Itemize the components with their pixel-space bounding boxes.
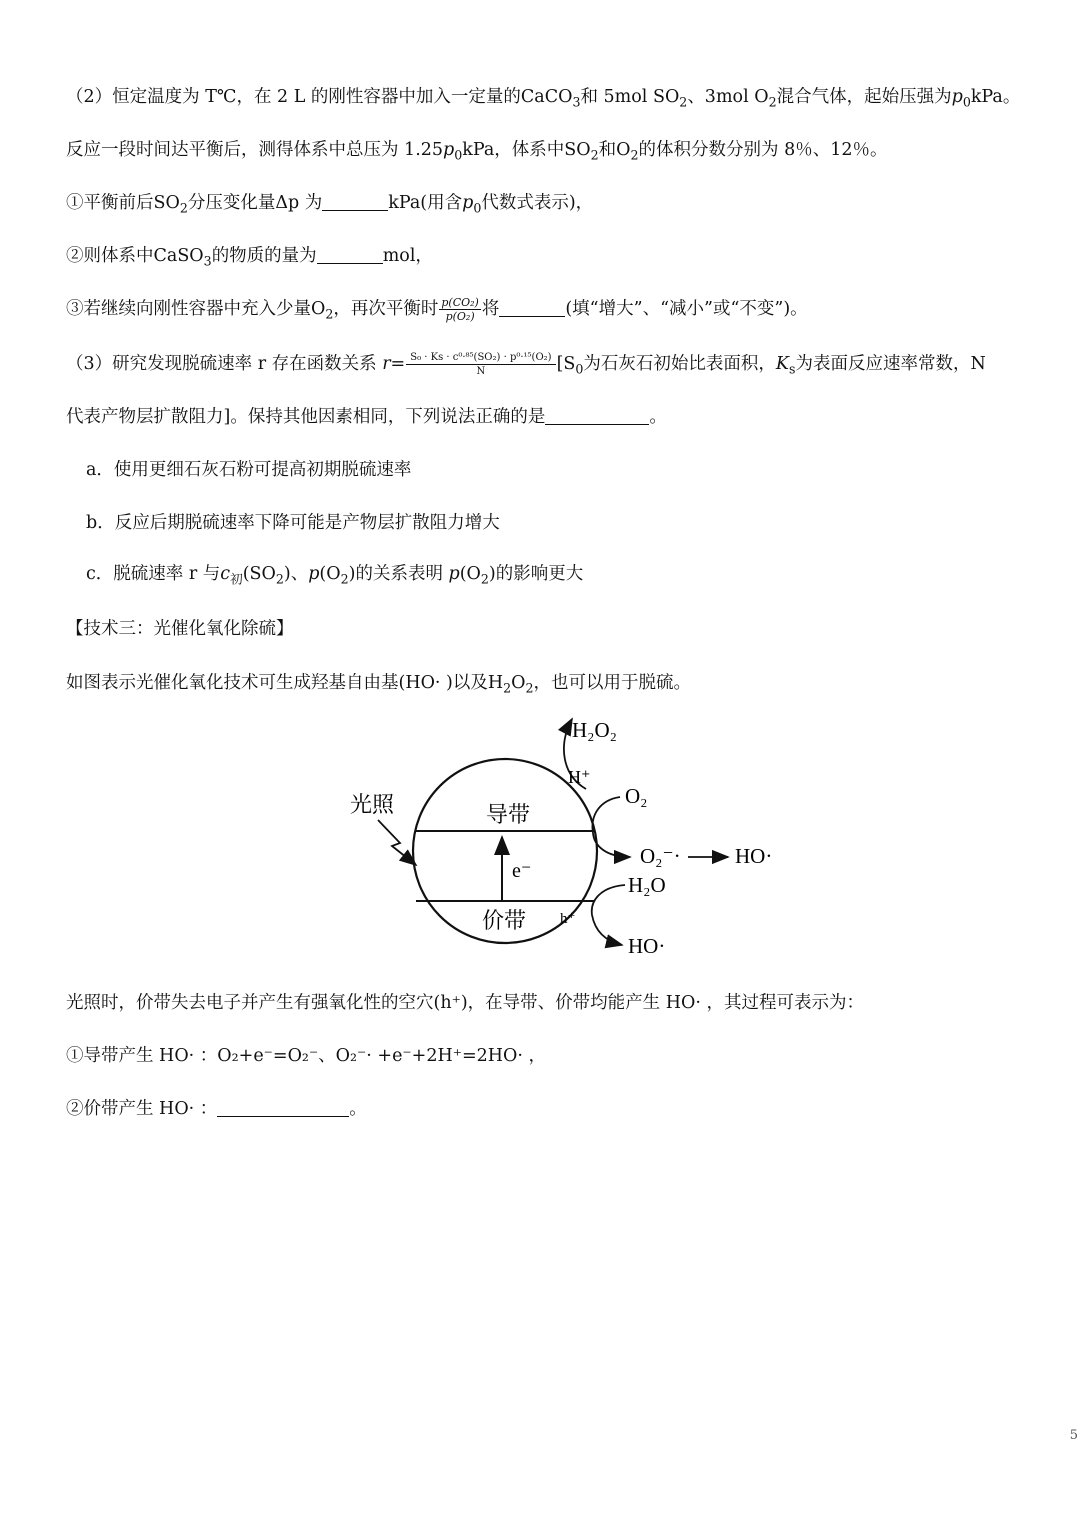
answer-blank-2[interactable]	[317, 246, 383, 265]
tech3-intro: 如图表示光催化氧化技术可生成羟基自由基(HO· )以及$H_2O_2$，也可以用于脱硫。	[66, 673, 692, 696]
q2-text: 混合气体，起始压强为	[776, 87, 952, 107]
hydroxyl-label-1: HO·	[735, 844, 773, 868]
q2-text: 的体积分数分别为 8％、12％。	[638, 140, 888, 160]
equation-text: O₂+e⁻=O₂⁻、O₂⁻· +e⁻+2H⁺=2HO· ，	[217, 1046, 546, 1066]
superoxide-label: O₂⁻·	[640, 844, 681, 868]
q3-text: 。	[649, 407, 667, 427]
item-text: ，再次平衡时	[333, 299, 439, 319]
equation-2	[66, 1096, 367, 1122]
item-text: ①平衡前后	[66, 193, 154, 213]
formula-so2: SO	[564, 140, 591, 160]
ratio-fraction	[439, 296, 480, 323]
q2-text: kPa，体系中	[462, 140, 565, 160]
item-text: 代数式表示)，	[481, 193, 594, 213]
light-label: 光照	[350, 792, 395, 817]
answer-blank-1[interactable]	[322, 193, 388, 212]
item-text: 的物质的量为	[211, 246, 317, 266]
intro-text: ，也可以用于脱硫。	[533, 673, 692, 693]
conduction-band-label: 导带	[486, 802, 531, 827]
item-text: (填“增大”、“减小”或“不变”)。	[565, 299, 808, 319]
q2-text: kPa。	[970, 87, 1021, 107]
q3-text: 代表产物层扩散阻力]。保持其他因素相同，下列说法正确的是	[66, 407, 546, 427]
option-b: b．反应后期脱硫速率下降可能是产物层扩散阻力增大	[86, 513, 500, 533]
equation-label: ②价带产生 HO· ：	[66, 1099, 218, 1119]
rate-equation	[406, 351, 555, 378]
photocatalysis-diagram	[300, 705, 800, 975]
light-zigzag-arrow	[378, 820, 416, 865]
item-text: ③若继续向刚性容器中充入少量O	[66, 299, 326, 319]
item-text: mol，	[382, 246, 433, 266]
q3-text: （3）研究发现脱硫速率 r 存在函数关系	[66, 354, 383, 374]
formula-caso3: CaSO	[153, 246, 204, 266]
equation-text: 。	[349, 1099, 367, 1119]
option-a: a．使用更细石灰石粉可提高初期脱硫速率	[86, 460, 412, 480]
q3-line-2	[66, 404, 667, 430]
explanation: 光照时，价带失去电子并产生有强氧化性的空穴(h⁺)，在导带、价带均能产生 HO· ，其过程可表示为：	[66, 993, 864, 1013]
rate-symbol: r=	[382, 354, 406, 374]
page-number: 5	[1069, 1428, 1078, 1443]
option-text: (O	[319, 564, 341, 584]
water-oxidation-arrow	[592, 885, 625, 945]
q2-text: 和 5mol SO	[580, 87, 680, 107]
intro-text: 如图表示光催化氧化技术可生成羟基自由基(HO· )以及H	[66, 673, 504, 693]
option-text: )、	[283, 564, 309, 584]
q2-item-3: ③若继续向刚性容器中充入少量$O_2$，再次平衡时 $\frac{\text{p(CO₂)}}{\text{p(O₂)}}$ 将 (填“增大”、“减小”或“不变”)。	[66, 296, 808, 323]
answer-blank-5[interactable]	[217, 1099, 349, 1118]
h2o2-label: H₂O₂	[572, 718, 617, 742]
symbol-ks: K	[775, 354, 789, 374]
q2-text: 和O	[598, 140, 631, 160]
symbol-p0: p	[443, 140, 455, 160]
answer-blank-3[interactable]	[499, 299, 565, 318]
item-text: kPa(用含	[388, 193, 463, 213]
q3-text: 为石灰石初始比表面积，	[583, 354, 776, 374]
hydroxyl-label-2: HO·	[628, 934, 666, 958]
symbol-p0: p	[951, 87, 963, 107]
formula-caco3: CaCO	[520, 87, 573, 107]
equation-1	[66, 1043, 546, 1069]
option-text: (SO	[242, 564, 276, 584]
q2-text: 反应一段时间达平衡后，测得体系中总压为 1.25	[66, 140, 444, 160]
q2-text: 、3mol O	[687, 87, 769, 107]
option-text: c．脱硫速率 r 与	[86, 564, 221, 584]
fraction-denominator: p(O₂)	[445, 310, 475, 323]
q2-text: （2）恒定温度为 T℃，在 2 L 的刚性容器中加入一定量的	[66, 87, 521, 107]
q3-text: 为表面反应速率常数，N	[795, 354, 986, 374]
option-text: )的影响更大	[488, 564, 584, 584]
rate-numerator: S₀ · Ks · c⁰·⁸⁵(SO₂) · p⁰·¹⁵(O₂)	[406, 351, 555, 365]
q2-item-1: ①平衡前后$SO_2$分压变化量Δp 为 kPa(用含$p_0$代数式表示)，	[66, 193, 594, 216]
intro-text: O	[511, 673, 526, 693]
equation-label: ①导带产生 HO· ：	[66, 1046, 218, 1066]
rate-denominator: N	[476, 366, 486, 377]
hole-label: h⁺	[560, 911, 576, 927]
superoxide-arrow	[593, 833, 630, 857]
q3-text: [S	[556, 354, 576, 374]
fraction-numerator: p(CO₂)	[441, 296, 479, 309]
option-text: )的关系表明	[348, 564, 449, 584]
formula-so2: SO	[153, 193, 180, 213]
section-heading: 【技术三：光催化氧化除硫】	[66, 619, 294, 639]
item-text: ②则体系中	[66, 246, 154, 266]
item-text: 将	[481, 299, 500, 319]
q2-line-2: 反应一段时间达平衡后，测得体系中总压为 $1.25p_0kPa$，体系中$SO_2$和$O_2$的体积分数分别为 8％、12％。	[66, 140, 888, 163]
o2-label: O₂	[625, 784, 648, 808]
q3-line-1: （3）研究发现脱硫速率 r 存在函数关系 r= $\frac{\text{S₀ · Ks · c⁰·⁸⁵(SO₂) · p⁰·¹⁵(O₂)}}{N}$ [$S_0$为石灰石初始比表面积，$K_s$为表面反应速率常数，N	[66, 352, 986, 377]
electron-label: e⁻	[512, 860, 532, 882]
symbol-p0: p	[462, 193, 474, 213]
water-label: H₂O	[628, 873, 666, 897]
answer-blank-4[interactable]	[545, 407, 649, 426]
h-plus-label: H⁺	[568, 767, 591, 787]
item-text: 分压变化量Δp 为	[187, 193, 323, 213]
option-c: c．脱硫速率 r 与$c_初(SO_2)$、$p(O_2)$的关系表明 $p(O_2)$的影响更大	[86, 564, 584, 587]
valence-band-label: 价带	[482, 908, 527, 933]
q2-item-2: ②则体系中CaSO$_3$的物质的量为 mol，	[66, 246, 433, 269]
o2-curve	[592, 797, 620, 833]
q2-line-1: （2）恒定温度为 T℃，在 2 L 的刚性容器中加入一定量的CaCO$_3$和 5mol $SO_2$、3mol $O_2$混合气体，起始压强为$p_0kPa$。	[66, 87, 1021, 110]
subscript-initial: 初	[230, 571, 243, 587]
